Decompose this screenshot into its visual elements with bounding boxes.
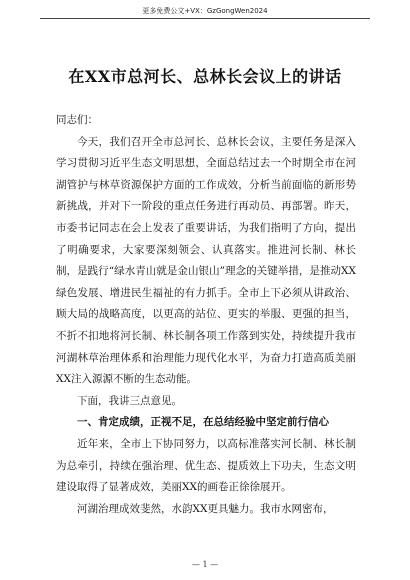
paragraph-section-2: 河湖治理成效斐然，水韵XX更具魅力。我市水网密布，	[77, 502, 334, 515]
salutation: 同志们：	[56, 114, 98, 126]
page-header-promo: 更多免费公文+VX：GzGongWen2024	[142, 7, 268, 15]
paragraph-transition: 下面，我讲三点意见。	[77, 394, 182, 407]
header-divider	[40, 18, 370, 19]
section-heading-1: 一、肯定成绩，正视不足，在总结经验中坚定前行信心	[77, 416, 329, 429]
paragraph-section-1: 近年来，全市上下协同努力，以高标准落实河长制、林长制为总牵引，持续在强治理、优生态、提质效上下功夫，生态文明建设取得了显著成效，美丽XX的画卷正徐徐展开。	[56, 437, 356, 494]
document-title: 在XX市总河长、总林长会议上的讲话	[68, 67, 342, 86]
page-number: — 1 —	[191, 560, 219, 569]
paragraph-intro: 今天，我们召开全市总河长、总林长会议，主要任务是深入学习贯彻习近平生态文明思想，全面总结过去一个时期全市在河湖管护与林草资源保护方面的工作成效，分析当前面临的新形势新挑战，并对下一阶段的重点任务进行再动员、再部署。昨天，市委书记同志在会上发表了重要讲话，为我们指明了方向，提出了明确要求，大家要深刻领会、认真落实。推进河长制、林长制，是践行“绿水青山就是金山银山”理念的关键举措，是推动XX绿色发展、增进民生福祉的有力抓手。全市上下必须从讲政治、顾大局的战略高度，以更高的站位、更实的举服、更强的担当，不折不扣地将河长制、林长制各项工作落到实处，持续提升我市河湖林草治理体系和治理能力现代化水平，为奋力打造高质美丽XX注入源源不断的生态动能。	[56, 135, 356, 386]
document-body	[56, 110, 356, 520]
